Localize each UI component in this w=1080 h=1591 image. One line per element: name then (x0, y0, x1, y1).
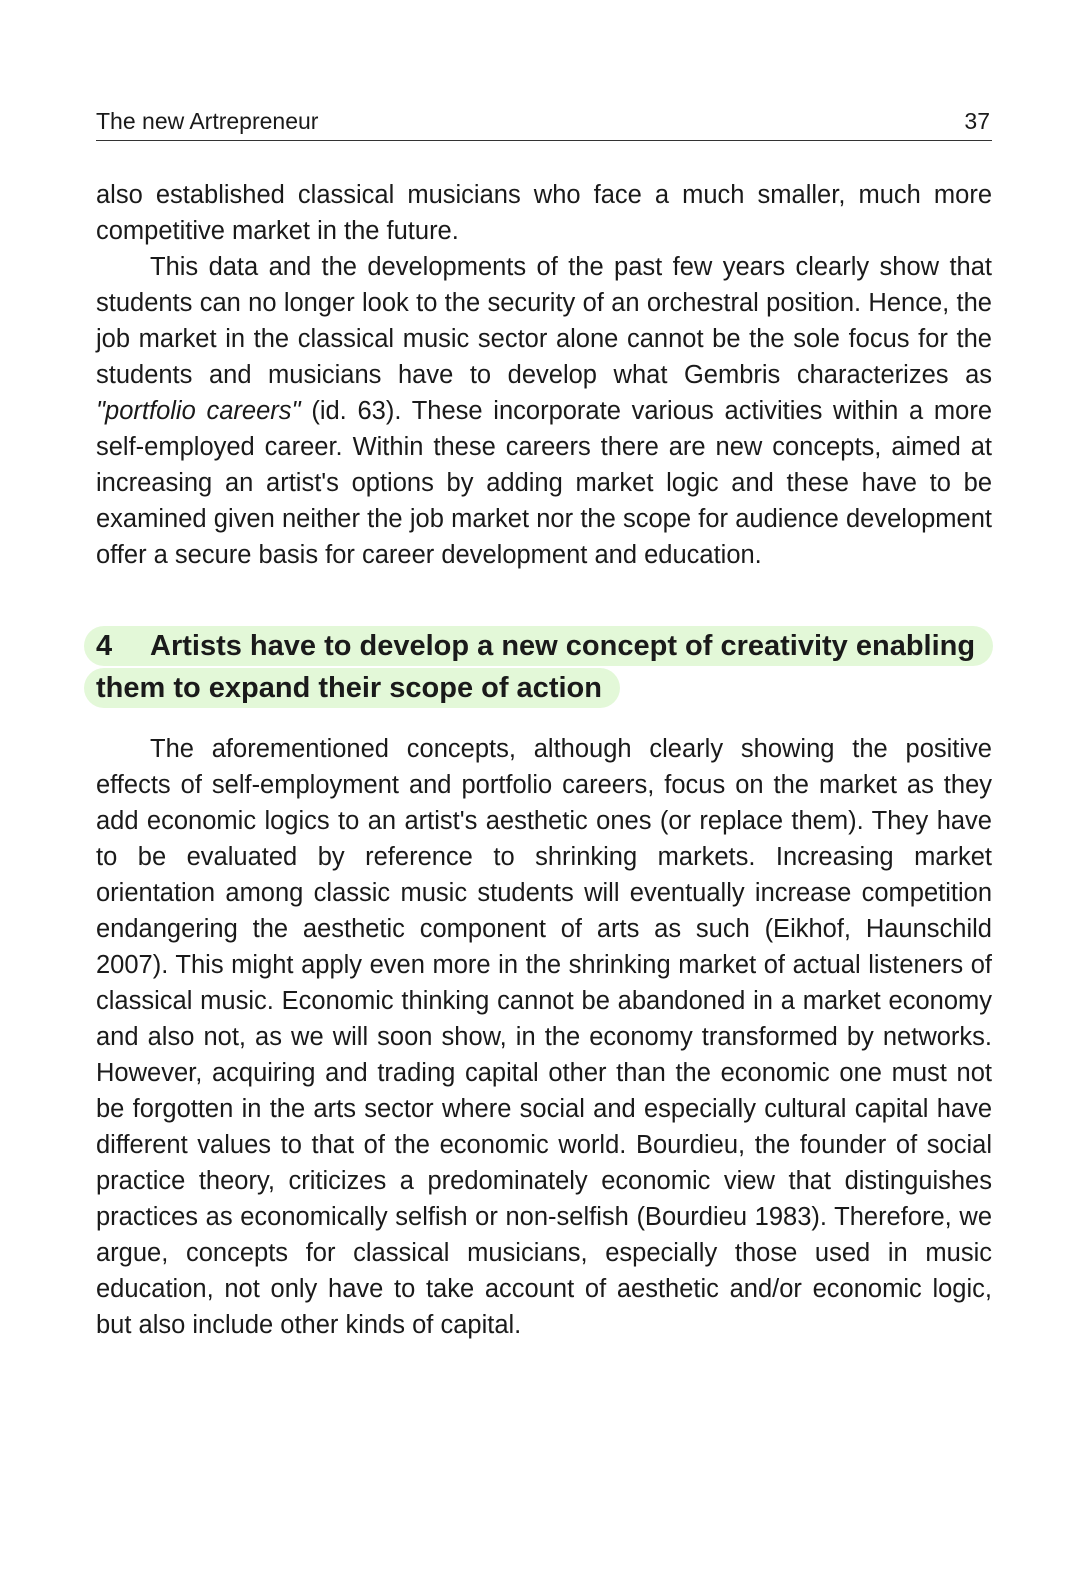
section-number: 4 (96, 630, 113, 662)
paragraph-continued: also established classical musicians who face a much smaller, much more competitive market in the future. (96, 181, 992, 245)
running-title: The new Artrepreneur (96, 108, 319, 134)
body-text (96, 177, 992, 1343)
paragraph-text: (id. 63). These incorporate various activities within a more self-employed career. Within these careers there are new concepts, aimed at increasing an artist's options by adding market logic and these have to be examined given neither the job market nor the scope for audience development offer a secure basis for career development and education. (96, 397, 992, 569)
paragraph-portfolio-careers (96, 249, 992, 573)
paragraph-creativity: The aforementioned concepts, although clearly showing the positive effects of self-employment and portfolio careers, focus on the market as they add economic logics to an artist's aesthetic ones (or replace them). They have to be evaluated by reference to shrinking markets. Increasing market orientation among classic music students will eventually increase competition endangering the aesthetic component of arts as such (Eikhof, Haunschild 2007). This might apply even more in the shrinking market of actual listeners of classical music. Economic thinking cannot be abandoned in a market economy and also not, as we will soon show, in the economy transformed by networks. However, acquiring and trading capital other than the economic one must not be forgotten in the arts sector where social and especially cultural capital have different values to that of the economic world. Bourdieu, the founder of social practice theory, criticizes a predominately economic view that distinguishes practices as economically selfish or non-selfish (Bourdieu 1983). Therefore, we argue, concepts for classical musicians, especially those used in music education, not only have to take account of aesthetic and/or economic logic, but also include other kinds of capital. (96, 735, 992, 1339)
running-header (96, 100, 992, 141)
heading-highlight (84, 626, 993, 708)
section-heading (96, 625, 992, 709)
section-title: Artists have to develop a new concept of creativity enabling them to expand their scope of action (96, 630, 976, 704)
page-number: 37 (964, 108, 990, 134)
italic-term: "portfolio careers" (96, 397, 301, 425)
book-page (96, 100, 992, 1343)
paragraph-text: This data and the developments of the past few years clearly show that students can no longer look to the security of an orchestral position. Hence, the job market in the classical music sector alone cannot be the sole focus for the students and musicians have to develop what Gembris characterizes as (96, 253, 992, 389)
